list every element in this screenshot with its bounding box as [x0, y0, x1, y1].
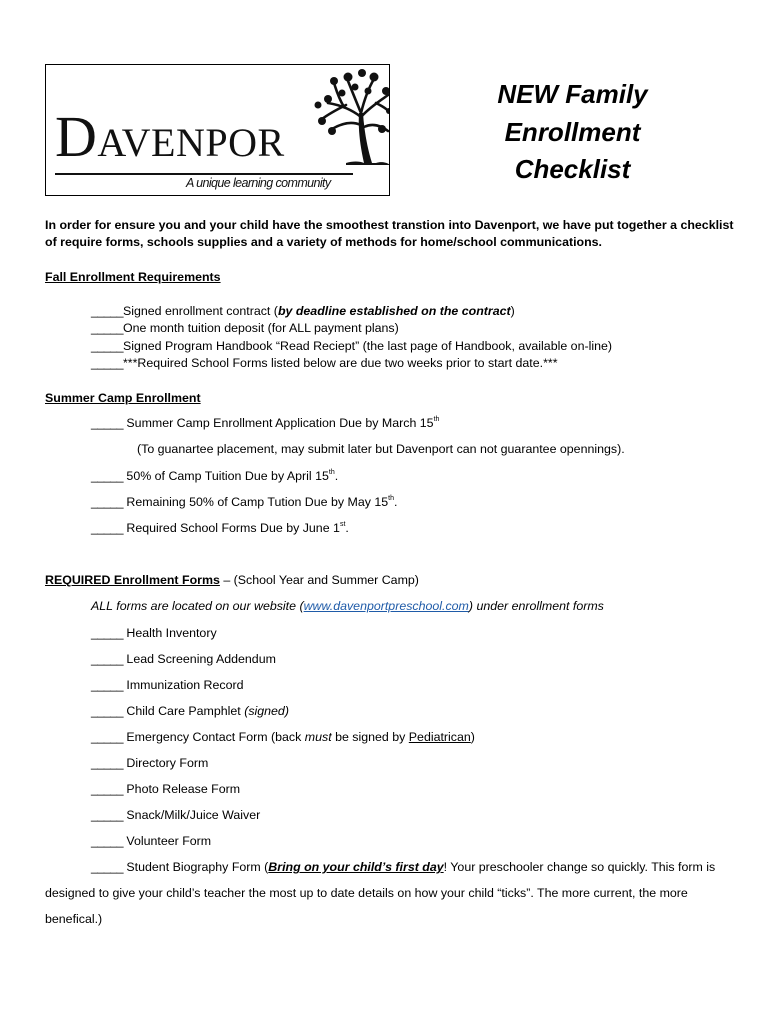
checklist-item: _____ Photo Release Form — [91, 782, 241, 796]
bio-continuation: designed to give your child’s teacher the most up to date details on how your child “ticks”. The more current, the more — [45, 886, 688, 900]
title-line: Enrollment — [504, 116, 641, 147]
required-forms-heading: REQUIRED Enrollment Forms – (School Year and Summer Camp) — [45, 573, 419, 587]
checkbox-blank[interactable]: _____ — [91, 321, 123, 335]
checkbox-blank[interactable]: _____ — [91, 756, 123, 770]
checkbox-blank[interactable]: _____ — [91, 730, 123, 744]
checklist-item: _____ Required School Forms Due by June 1st. — [91, 520, 349, 535]
checklist-item: _____ Student Biography Form (Bring on your child’s first day! Your preschooler change so quickly. This form is — [91, 860, 716, 874]
checkbox-blank[interactable]: _____ — [91, 339, 123, 353]
checklist-item: _____ Summer Camp Enrollment Application Due by March 15th — [91, 415, 440, 430]
title-line: Checklist — [514, 154, 631, 184]
logo-tagline: A unique learning community — [186, 176, 331, 190]
davenport-logo — [45, 64, 390, 196]
intro-line: of require forms, schools supplies and a variety of methods for home/school communications. — [45, 235, 602, 249]
checklist-item: _____ Immunization Record — [91, 678, 244, 692]
summer-camp-heading: Summer Camp Enrollment — [45, 391, 201, 405]
checklist-item: _____ Lead Screening Addendum — [91, 652, 276, 666]
checkbox-blank[interactable]: _____ — [91, 704, 123, 718]
checkbox-blank[interactable]: _____ — [91, 356, 123, 370]
checklist-item: _____ Directory Form — [91, 756, 209, 770]
checklist-item: _____ Child Care Pamphlet (signed) — [91, 704, 289, 718]
logo-wordmark: DAVENPOR — [55, 104, 285, 169]
bio-continuation: benefical.) — [45, 912, 103, 926]
placement-note: (To guanartee placement, may submit later but Davenport can not guarantee opennings). — [137, 442, 625, 456]
checkbox-blank[interactable]: _____ — [91, 521, 123, 535]
checkbox-blank[interactable]: _____ — [91, 626, 123, 640]
website-link[interactable]: www.davenportpreschool.com — [303, 599, 469, 613]
checkbox-blank[interactable]: _____ — [91, 834, 123, 848]
intro-line: In order for ensure you and your child have the smoothest transtion into Davenport, we have put together a checklist — [45, 218, 734, 232]
checkbox-blank[interactable]: _____ — [91, 678, 123, 692]
checkbox-blank[interactable]: _____ — [91, 860, 123, 874]
checkbox-blank[interactable]: _____ — [91, 808, 123, 822]
checklist-item: _____ Volunteer Form — [91, 834, 212, 848]
checklist-item: _____ Remaining 50% of Camp Tution Due by May 15th. — [91, 494, 398, 509]
checkbox-blank[interactable]: _____ — [91, 782, 123, 796]
checkbox-blank[interactable]: _____ — [91, 495, 123, 509]
checkbox-blank[interactable]: _____ — [91, 304, 123, 318]
checklist-item: _____ 50% of Camp Tuition Due by April 15th. — [91, 468, 339, 483]
fall-enrollment-heading: Fall Enrollment Requirements — [45, 270, 221, 284]
website-note: ALL forms are located on our website (www.davenportpreschool.com) under enrollment forms — [91, 599, 604, 613]
checklist-item: _____One month tuition deposit (for ALL payment plans) — [91, 321, 399, 335]
checkbox-blank[interactable]: _____ — [91, 652, 123, 666]
page-title — [470, 76, 675, 189]
checklist-item: _____ Health Inventory — [91, 626, 217, 640]
checklist-item: _____Signed Program Handbook “Read Reciept” (the last page of Handbook, available on-line) — [91, 339, 612, 353]
checklist-item: _____Signed enrollment contract (by deadline established on the contract) — [91, 304, 515, 318]
checklist-item: _____ Snack/Milk/Juice Waiver — [91, 808, 261, 822]
title-line: NEW Family — [497, 79, 648, 109]
checklist-item: _____***Required School Forms listed below are due two weeks prior to start date.*** — [91, 356, 558, 370]
checkbox-blank[interactable]: _____ — [91, 416, 123, 430]
checklist-item: _____ Emergency Contact Form (back must be signed by Pediatrican) — [91, 730, 475, 744]
checkbox-blank[interactable]: _____ — [91, 469, 123, 483]
